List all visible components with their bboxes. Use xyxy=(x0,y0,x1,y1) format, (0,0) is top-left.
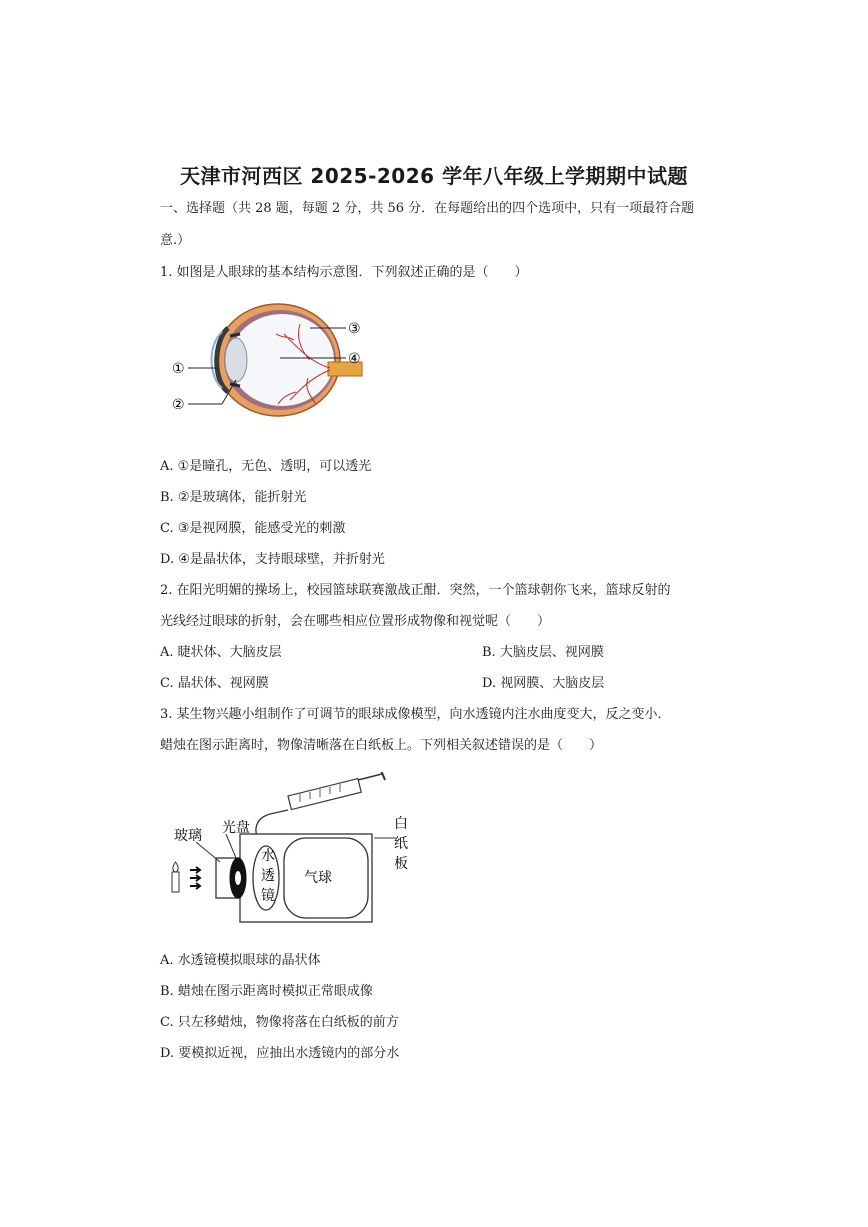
q2-option-b: B. 大脑皮层、视网膜 xyxy=(482,645,604,660)
eye-model-diagram xyxy=(160,772,420,932)
eye-label-2: ② xyxy=(172,397,185,413)
q3-stem-line-2: 蜡烛在图示距离时，物像清晰落在白纸板上。下列相关叙述错误的是（ ） xyxy=(160,738,603,753)
q1-option-c: C. ③是视网膜，能感受光的刺激 xyxy=(160,521,346,536)
q1-option-d: D. ④是晶状体，支持眼球壁，并折射光 xyxy=(160,552,385,567)
section-instructions-line-1: 一、选择题（共 28 题，每题 2 分，共 56 分．在每题给出的四个选项中，只有一项最符合题 xyxy=(160,201,695,216)
candle-icon xyxy=(172,862,179,892)
eye-label-4: ④ xyxy=(348,351,361,367)
q3-option-b: B. 蜡烛在图示距离时模拟正常眼成像 xyxy=(160,984,373,999)
q1-option-a: A. ①是瞳孔，无色、透明，可以透光 xyxy=(160,459,372,474)
light-arrows-icon xyxy=(190,867,200,889)
label-water-lens-2: 透 xyxy=(261,868,275,884)
q2-stem-line-1: 2. 在阳光明媚的操场上，校园篮球联赛激战正酣．突然，一个篮球朝你飞来，篮球反射的 xyxy=(160,583,671,598)
page-title: 天津市河西区 2025-2026 学年八年级上学期期中试题 xyxy=(179,164,689,188)
label-water-lens-1: 水 xyxy=(261,848,275,864)
q1-option-b: B. ②是玻璃体，能折射光 xyxy=(160,490,307,505)
q2-option-a: A. 睫状体、大脑皮层 xyxy=(160,645,282,660)
label-water-lens-3: 镜 xyxy=(261,888,275,904)
q2-option-d: D. 视网膜、大脑皮层 xyxy=(482,676,605,691)
q3-option-c: C. 只左移蜡烛，物像将落在白纸板的前方 xyxy=(160,1015,399,1030)
q3-option-d: D. 要模拟近视，应抽出水透镜内的部分水 xyxy=(160,1046,400,1061)
label-board-1: 白 xyxy=(394,816,408,832)
section-instructions-line-2: 意.） xyxy=(160,233,191,248)
eye-label-3: ③ xyxy=(348,321,361,337)
label-glass: 玻璃 xyxy=(174,828,202,844)
q1-stem: 1. 如图是人眼球的基本结构示意图．下列叙述正确的是（ ） xyxy=(160,265,528,280)
q2-stem-line-2: 光线经过眼球的折射，会在哪些相应位置形成物像和视觉呢（ ） xyxy=(160,614,551,629)
label-balloon: 气球 xyxy=(304,870,332,886)
label-board-3: 板 xyxy=(394,856,408,872)
q3-stem-line-1: 3. 某生物兴趣小组制作了可调节的眼球成像模型，向水透镜内注水曲度变大，反之变小． xyxy=(160,707,671,722)
label-board-2: 纸 xyxy=(394,836,408,852)
q3-option-a: A. 水透镜模拟眼球的晶状体 xyxy=(160,953,321,968)
syringe-icon xyxy=(256,772,385,842)
label-disc: 光盘 xyxy=(222,820,250,836)
eye-label-1: ① xyxy=(172,361,185,377)
q2-option-c: C. 晶状体、视网膜 xyxy=(160,676,269,691)
eye-diagram xyxy=(160,300,380,430)
